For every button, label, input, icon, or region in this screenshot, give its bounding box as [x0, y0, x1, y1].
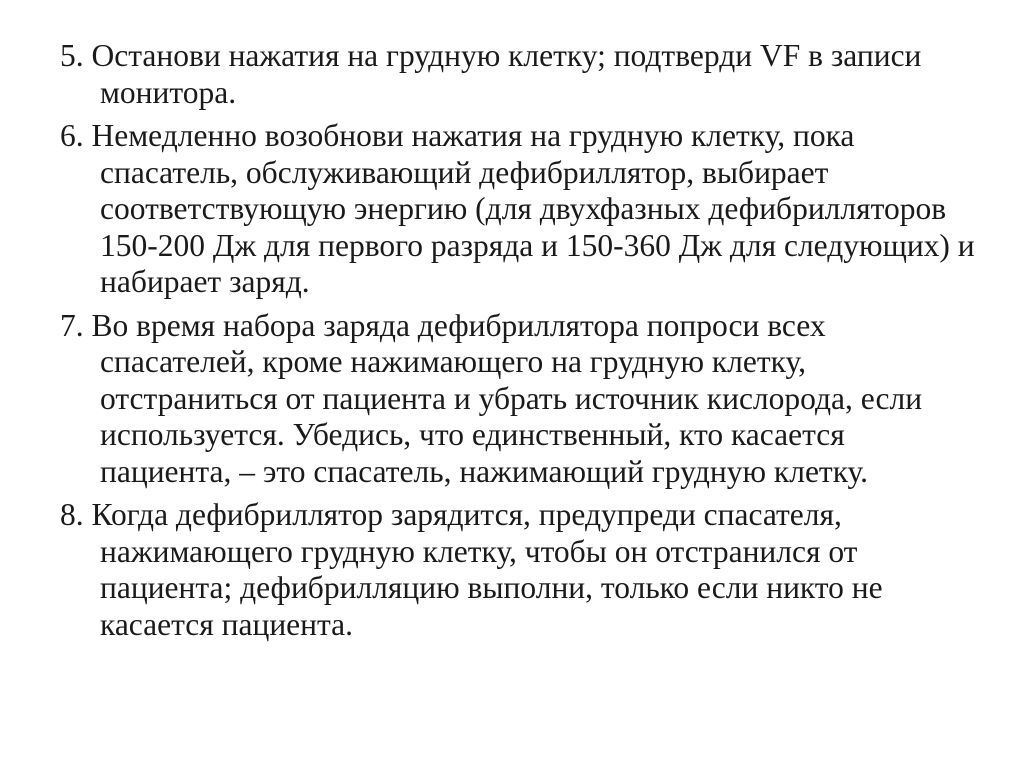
step-text: Когда дефибриллятор зарядится, предупреди спасателя, нажимающего грудную клетку, чтобы он отстранился от пациента; дефибрилляцию выполни, только если никто не касается пациента. — [91, 497, 883, 642]
step-number: 8. — [60, 497, 84, 532]
step-7 — [60, 308, 980, 491]
step-6 — [60, 118, 980, 301]
step-text: Немедленно возобнови нажатия на грудную клетку, пока спасатель, обслуживающий дефибриллятор, выбирает соответствующую энергию (для двухфазных дефибрилляторов 150-200 Дж для первого разряда и 150-360 Дж для следующих) и набирает заряд. — [91, 118, 975, 299]
step-text: Останови нажатия на грудную клетку; подтверди VF в записи монитора. — [91, 38, 922, 110]
step-text: Во время набора заряда дефибриллятора попроси всех спасателей, кроме нажимающего на грудную клетку, отстраниться от пациента и убрать источник кислорода, если используется. Убедись, что единственный, кто касается пациента, – это спасатель, нажимающий грудную клетку. — [91, 307, 923, 489]
step-5 — [60, 38, 980, 111]
steps-list — [60, 38, 980, 650]
step-number: 5. — [60, 38, 84, 73]
step-number: 7. — [60, 307, 84, 343]
step-number: 6. — [60, 118, 84, 153]
step-8 — [60, 497, 980, 643]
